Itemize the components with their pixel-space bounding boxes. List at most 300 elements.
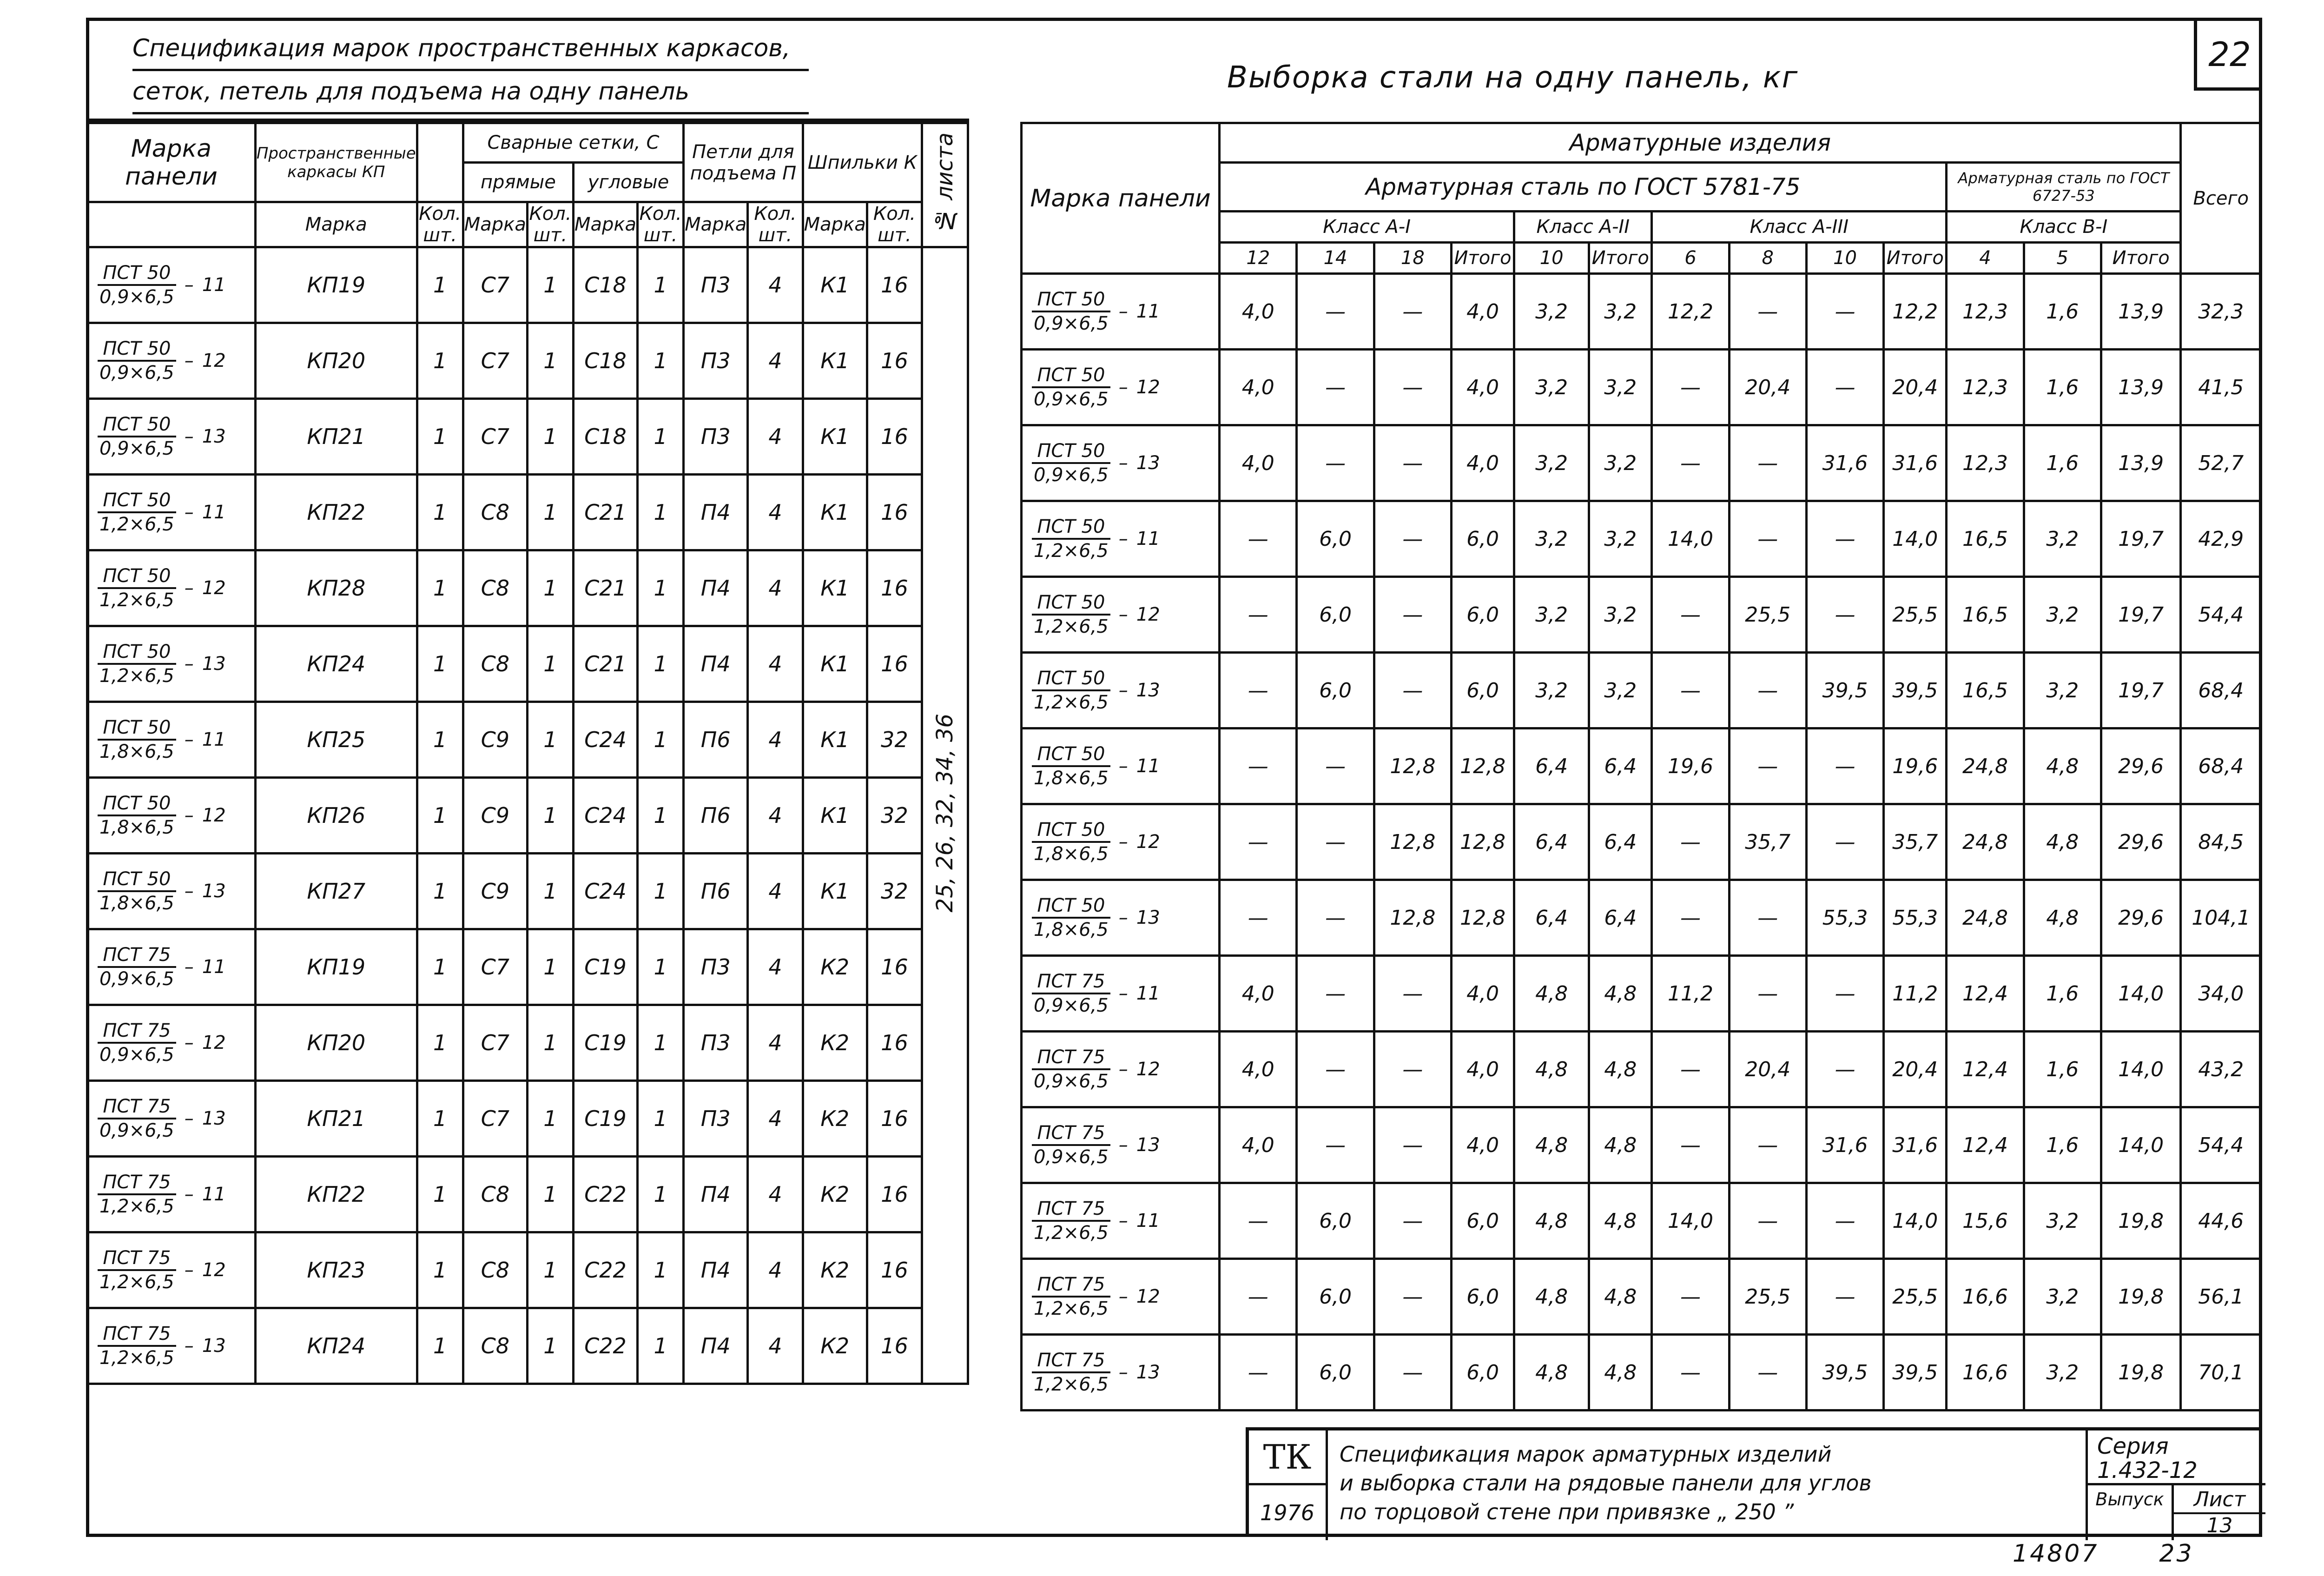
steel-value-cell: 14,0 xyxy=(1652,1183,1729,1259)
cell-kp: КП23 xyxy=(255,1232,417,1308)
table-row xyxy=(1022,1259,2261,1335)
steel-value-cell: 6,0 xyxy=(1452,1183,1514,1259)
cell-c2: С21 xyxy=(573,475,637,550)
panel-mark-fraction xyxy=(1032,591,1110,638)
cell-k: К2 xyxy=(803,1005,867,1081)
cell-pn: 4 xyxy=(748,626,803,702)
cell-kp: КП19 xyxy=(255,929,417,1005)
steel-value-cell: 3,2 xyxy=(2024,653,2101,728)
panel-mark-fraction xyxy=(98,262,176,308)
panel-mark-suffix: 11 xyxy=(1136,983,1160,1004)
cell-p: П3 xyxy=(684,1081,748,1157)
cell-kn: 16 xyxy=(867,1232,922,1308)
steel-value-cell: 42,9 xyxy=(2181,501,2261,577)
panel-mark-suffix: 13 xyxy=(202,1335,226,1357)
panel-mark-dash: – xyxy=(1118,680,1128,701)
steel-value-cell: — xyxy=(1729,274,1806,350)
steel-value-cell: 12,3 xyxy=(1947,425,2024,501)
panel-mark-size: 0,9×6,5 xyxy=(99,438,174,459)
steel-value-cell: — xyxy=(1729,425,1806,501)
steel-value-cell: — xyxy=(1806,1259,1883,1335)
table-row xyxy=(87,550,968,626)
cell-c1: С7 xyxy=(463,323,527,399)
cell-p: П3 xyxy=(684,323,748,399)
steel-value-cell: 70,1 xyxy=(2181,1335,2261,1410)
cell-c1: С7 xyxy=(463,247,527,323)
steel-value-cell: 4,8 xyxy=(1589,1183,1652,1259)
sheet-refs xyxy=(922,247,968,1384)
cell-c2n: 1 xyxy=(638,1308,684,1384)
steel-value-cell: — xyxy=(1220,1259,1297,1335)
panel-mark-fraction xyxy=(98,1171,176,1218)
steel-value-cell: 1,6 xyxy=(2024,350,2101,425)
steel-value-cell: 25,5 xyxy=(1729,1259,1806,1335)
steel-value-cell: — xyxy=(1806,1183,1883,1259)
cell-kpn: 1 xyxy=(417,702,463,778)
panel-mark-size: 1,2×6,5 xyxy=(99,665,174,687)
steel-value-cell: 68,4 xyxy=(2181,653,2261,728)
cell-k: К2 xyxy=(803,1308,867,1384)
table-row xyxy=(1022,425,2261,501)
steel-value-cell: 4,0 xyxy=(1220,425,1297,501)
stamp-sheet xyxy=(2174,1485,2265,1540)
panel-mark-size: 0,9×6,5 xyxy=(99,286,174,308)
panel-mark-size: 1,8×6,5 xyxy=(1034,919,1109,940)
panel-mark-dash: – xyxy=(1118,1059,1128,1080)
steel-value-cell: 12,4 xyxy=(1947,956,2024,1032)
panel-mark-fraction xyxy=(98,1020,176,1066)
r-d14: 14 xyxy=(1297,243,1374,274)
panel-mark-size: 1,2×6,5 xyxy=(1034,692,1109,713)
cell-c1n: 1 xyxy=(527,778,573,854)
sheet-label: Лист xyxy=(2193,1488,2246,1511)
cell-k: К1 xyxy=(803,475,867,550)
r-a2-header: Класс А-II xyxy=(1514,212,1652,243)
steel-value-cell: 14,0 xyxy=(1884,1183,1947,1259)
panel-mark-fraction xyxy=(98,489,176,536)
steel-value-cell: 13,9 xyxy=(2101,274,2180,350)
panel-mark-suffix: 12 xyxy=(202,577,226,599)
steel-value-cell: 20,4 xyxy=(1884,350,1947,425)
steel-value-cell: 4,0 xyxy=(1452,1107,1514,1183)
table-row xyxy=(87,399,968,475)
table-row xyxy=(1022,1032,2261,1107)
cell-c2: С24 xyxy=(573,702,637,778)
panel-mark-suffix: 13 xyxy=(202,653,226,675)
steel-value-cell: 3,2 xyxy=(1514,350,1589,425)
panel-mark-dash: – xyxy=(1118,528,1128,550)
panel-mark-suffix: 11 xyxy=(202,1184,226,1205)
stamp-desc-line2: и выборка стали на рядовые панели для углов xyxy=(1340,1470,1872,1496)
cell-c1n: 1 xyxy=(527,1308,573,1384)
panel-mark-fraction xyxy=(1032,516,1110,562)
panel-mark-size: 0,9×6,5 xyxy=(1034,464,1109,486)
panel-mark-dash: – xyxy=(184,577,194,599)
panel-mark-dash: – xyxy=(1118,907,1128,928)
cell-p: П4 xyxy=(684,626,748,702)
cell-pn: 4 xyxy=(748,1081,803,1157)
steel-value-cell: 4,0 xyxy=(1452,350,1514,425)
steel-value-cell: — xyxy=(1297,880,1374,956)
r-d10a: 10 xyxy=(1514,243,1589,274)
footer-numbers xyxy=(2013,1540,2254,1568)
panel-mark-fraction xyxy=(1032,1349,1110,1396)
panel-mark-dash: – xyxy=(1118,1134,1128,1156)
steel-value-cell: — xyxy=(1374,425,1451,501)
cell-kn: 16 xyxy=(867,1308,922,1384)
cell-kpn: 1 xyxy=(417,399,463,475)
cell-kpn: 1 xyxy=(417,854,463,929)
cell-c2n: 1 xyxy=(638,1005,684,1081)
panel-mark-fraction xyxy=(1032,288,1110,335)
steel-value-cell: 39,5 xyxy=(1806,1335,1883,1410)
steel-value-cell: — xyxy=(1652,1335,1729,1410)
panel-mark-suffix: 11 xyxy=(1136,528,1160,550)
steel-value-cell: 3,2 xyxy=(1589,274,1652,350)
cell-kn: 16 xyxy=(867,1081,922,1157)
steel-value-cell: — xyxy=(1220,880,1297,956)
table-empty-row xyxy=(87,1384,968,1385)
steel-value-cell: 4,0 xyxy=(1220,956,1297,1032)
cell-c2: С19 xyxy=(573,929,637,1005)
panel-mark xyxy=(87,626,256,702)
steel-value-cell: 3,2 xyxy=(1514,653,1589,728)
panel-mark xyxy=(87,475,256,550)
cell-c1: С9 xyxy=(463,778,527,854)
cell-p: П3 xyxy=(684,247,748,323)
cell-c2n: 1 xyxy=(638,626,684,702)
panel-mark-fraction xyxy=(98,792,176,839)
stamp-series xyxy=(2086,1430,2265,1485)
steel-value-cell: 24,8 xyxy=(1947,804,2024,880)
panel-mark-dash: – xyxy=(1118,1362,1128,1383)
steel-value-cell: 31,6 xyxy=(1806,1107,1883,1183)
panel-mark xyxy=(87,323,256,399)
steel-value-cell: — xyxy=(1220,728,1297,804)
cell-kp: КП28 xyxy=(255,550,417,626)
panel-mark-fraction xyxy=(98,565,176,611)
steel-value-cell: 12,8 xyxy=(1374,728,1451,804)
steel-value-cell: — xyxy=(1220,1335,1297,1410)
panel-mark-dash: – xyxy=(1118,1286,1128,1307)
cell-kpn: 1 xyxy=(417,1081,463,1157)
cell-c1: С8 xyxy=(463,626,527,702)
cell-c2: С19 xyxy=(573,1005,637,1081)
steel-value-cell: 6,0 xyxy=(1297,577,1374,653)
steel-value-cell: 31,6 xyxy=(1884,1107,1947,1183)
panel-mark-size: 0,9×6,5 xyxy=(99,968,174,990)
cell-p: П3 xyxy=(684,399,748,475)
panel-mark-type: ПСТ 50 xyxy=(98,262,176,286)
cell-p: П6 xyxy=(684,702,748,778)
panel-mark xyxy=(1022,1259,1220,1335)
cell-k: К1 xyxy=(803,626,867,702)
panel-mark xyxy=(87,702,256,778)
col-p-mark: Марка xyxy=(684,202,748,247)
series-label: Серия xyxy=(2097,1433,2169,1459)
cell-pn: 4 xyxy=(748,1232,803,1308)
steel-value-cell: 19,6 xyxy=(1884,728,1947,804)
table-row xyxy=(87,1081,968,1157)
steel-value-cell: 6,0 xyxy=(1297,1259,1374,1335)
steel-value-cell: — xyxy=(1806,577,1883,653)
stamp-desc-line1: Спецификация марок арматурных изделий xyxy=(1340,1442,1832,1467)
series-value: 1.432-12 xyxy=(2097,1457,2198,1483)
panel-mark-suffix: 13 xyxy=(202,881,226,902)
table-row xyxy=(87,1232,968,1308)
r-col-mark-header: Марка панели xyxy=(1022,123,1220,274)
steel-value-cell: 6,0 xyxy=(1297,1335,1374,1410)
r-d6: 6 xyxy=(1652,243,1729,274)
cell-c1n: 1 xyxy=(527,702,573,778)
steel-value-cell: — xyxy=(1374,1259,1451,1335)
steel-value-cell: 4,8 xyxy=(1514,1335,1589,1410)
cell-kn: 16 xyxy=(867,247,922,323)
stamp-desc-line3: по торцовой стене при привязке „ 250 ” xyxy=(1340,1499,1794,1524)
steel-value-cell: 39,5 xyxy=(1806,653,1883,728)
panel-mark-fraction xyxy=(1032,970,1110,1017)
steel-value-cell: 4,0 xyxy=(1220,274,1297,350)
cell-kpn: 1 xyxy=(417,626,463,702)
panel-mark-size: 1,2×6,5 xyxy=(1034,1222,1109,1244)
panel-mark-suffix: 11 xyxy=(1136,755,1160,777)
panel-mark-type: ПСТ 50 xyxy=(1032,819,1110,843)
steel-value-cell: 4,0 xyxy=(1220,1107,1297,1183)
panel-mark-suffix: 12 xyxy=(1136,1286,1160,1307)
steel-value-cell: 11,2 xyxy=(1652,956,1729,1032)
col-mark-header: Марка панели xyxy=(87,123,256,202)
table-row xyxy=(1022,350,2261,425)
steel-value-cell: — xyxy=(1297,728,1374,804)
steel-value-cell: — xyxy=(1806,804,1883,880)
cell-c1n: 1 xyxy=(527,550,573,626)
steel-value-cell: 12,3 xyxy=(1947,350,2024,425)
panel-mark xyxy=(1022,577,1220,653)
cell-c1n: 1 xyxy=(527,323,573,399)
steel-value-cell: — xyxy=(1729,880,1806,956)
cell-kp: КП22 xyxy=(255,1157,417,1232)
steel-value-cell: 3,2 xyxy=(2024,1335,2101,1410)
cell-pn: 4 xyxy=(748,399,803,475)
steel-value-cell: 25,5 xyxy=(1884,1259,1947,1335)
steel-value-cell: — xyxy=(1374,350,1451,425)
panel-mark-dash: – xyxy=(184,274,194,296)
panel-mark-type: ПСТ 75 xyxy=(98,1020,176,1044)
steel-value-cell: — xyxy=(1374,274,1451,350)
panel-mark-suffix: 13 xyxy=(202,426,226,447)
cell-c2n: 1 xyxy=(638,475,684,550)
panel-mark-suffix: 13 xyxy=(1136,452,1160,474)
cell-pn: 4 xyxy=(748,247,803,323)
steel-value-cell: 4,8 xyxy=(1514,1183,1589,1259)
steel-value-cell: — xyxy=(1374,653,1451,728)
steel-value-cell: — xyxy=(1652,653,1729,728)
cell-kpn: 1 xyxy=(417,778,463,854)
col-frames-header: Пространственные каркасы КП xyxy=(255,123,417,202)
tk-label: ТК xyxy=(1249,1430,1328,1485)
col-angular-header: угловые xyxy=(573,163,683,202)
panel-mark-suffix: 12 xyxy=(202,805,226,826)
panel-mark-suffix: 12 xyxy=(1136,1059,1160,1080)
steel-value-cell: 3,2 xyxy=(2024,1259,2101,1335)
steel-value-cell: 19,7 xyxy=(2101,501,2180,577)
cell-c1n: 1 xyxy=(527,1157,573,1232)
cell-c2: С22 xyxy=(573,1232,637,1308)
cell-p: П4 xyxy=(684,550,748,626)
left-title-line2: сеток, петель для подъема на одну панель xyxy=(132,71,809,114)
panel-mark xyxy=(1022,653,1220,728)
cell-kp: КП21 xyxy=(255,399,417,475)
cell-kp: КП25 xyxy=(255,702,417,778)
footer-code: 14807 xyxy=(2013,1540,2099,1568)
steel-value-cell: 1,6 xyxy=(2024,956,2101,1032)
panel-mark xyxy=(87,1081,256,1157)
panel-mark-dash: – xyxy=(1118,452,1128,474)
steel-value-cell: — xyxy=(1729,1183,1806,1259)
panel-mark-dash: – xyxy=(184,426,194,447)
panel-mark-type: ПСТ 75 xyxy=(1032,1198,1110,1222)
steel-value-cell: 6,0 xyxy=(1297,1183,1374,1259)
col-k-count: Кол. шт. xyxy=(867,202,922,247)
table-row xyxy=(1022,501,2261,577)
cell-p: П3 xyxy=(684,1005,748,1081)
steel-value-cell: 12,2 xyxy=(1884,274,1947,350)
panel-mark-type: ПСТ 50 xyxy=(98,792,176,816)
panel-mark-type: ПСТ 75 xyxy=(98,944,176,968)
cell-c2n: 1 xyxy=(638,1232,684,1308)
title-block xyxy=(1246,1427,2262,1537)
panel-mark-suffix: 12 xyxy=(202,1259,226,1281)
col-kp-count: Кол. шт. xyxy=(417,202,463,247)
panel-mark-type: ПСТ 50 xyxy=(98,413,176,437)
left-title-rule xyxy=(86,119,969,122)
table-row xyxy=(87,778,968,854)
panel-mark xyxy=(1022,274,1220,350)
panel-mark xyxy=(1022,501,1220,577)
panel-mark-type: ПСТ 75 xyxy=(1032,1349,1110,1373)
steel-value-cell: — xyxy=(1806,350,1883,425)
steel-value-cell: 6,0 xyxy=(1452,653,1514,728)
panel-mark-dash: – xyxy=(184,1335,194,1357)
cell-kp: КП22 xyxy=(255,475,417,550)
cell-c1: С8 xyxy=(463,1308,527,1384)
steel-value-cell: 20,4 xyxy=(1729,1032,1806,1107)
steel-value-cell: 4,0 xyxy=(1452,274,1514,350)
r-a3-header: Класс А-III xyxy=(1652,212,1947,243)
panel-mark-fraction xyxy=(98,716,176,763)
panel-mark-size: 0,9×6,5 xyxy=(99,1120,174,1141)
panel-mark-fraction xyxy=(98,1095,176,1142)
panel-mark-fraction xyxy=(1032,894,1110,941)
cell-c2n: 1 xyxy=(638,929,684,1005)
steel-value-cell: 35,7 xyxy=(1729,804,1806,880)
panel-mark-fraction xyxy=(98,641,176,687)
panel-mark-suffix: 13 xyxy=(1136,907,1160,928)
cell-c2n: 1 xyxy=(638,247,684,323)
panel-mark xyxy=(87,854,256,929)
cell-k: К1 xyxy=(803,854,867,929)
cell-p: П4 xyxy=(684,475,748,550)
panel-mark-dash: – xyxy=(184,502,194,523)
steel-value-cell: 3,2 xyxy=(1514,274,1589,350)
panel-mark-dash: – xyxy=(1118,301,1128,322)
steel-value-cell: 41,5 xyxy=(2181,350,2261,425)
cell-c1n: 1 xyxy=(527,854,573,929)
col-sheet-header: № листа xyxy=(922,123,968,247)
steel-value-cell: 1,6 xyxy=(2024,425,2101,501)
steel-value-cell: — xyxy=(1729,653,1806,728)
cell-k: К1 xyxy=(803,702,867,778)
steel-value-cell: — xyxy=(1297,1032,1374,1107)
steel-value-cell: 11,2 xyxy=(1884,956,1947,1032)
panel-mark xyxy=(87,1232,256,1308)
col-pins-header: Шпильки К xyxy=(803,123,922,202)
cell-c1: С9 xyxy=(463,702,527,778)
cell-c2n: 1 xyxy=(638,1157,684,1232)
r-b1-total: Итого xyxy=(2101,243,2180,274)
steel-value-cell: 35,7 xyxy=(1884,804,1947,880)
steel-value-cell: 12,2 xyxy=(1652,274,1729,350)
panel-mark-type: ПСТ 50 xyxy=(98,489,176,513)
steel-value-cell: 4,8 xyxy=(1514,1259,1589,1335)
panel-mark xyxy=(1022,425,1220,501)
steel-value-cell: 20,4 xyxy=(1884,1032,1947,1107)
steel-value-cell: 6,4 xyxy=(1589,880,1652,956)
panel-mark-fraction xyxy=(98,868,176,914)
steel-value-cell: 29,6 xyxy=(2101,728,2180,804)
steel-value-cell: 6,4 xyxy=(1589,728,1652,804)
panel-mark-suffix: 11 xyxy=(1136,301,1160,322)
steel-value-cell: 29,6 xyxy=(2101,880,2180,956)
panel-mark-dash: – xyxy=(184,729,194,750)
steel-value-cell: 16,6 xyxy=(1947,1335,2024,1410)
r-a2-total: Итого xyxy=(1589,243,1652,274)
panel-mark-size: 1,2×6,5 xyxy=(1034,540,1109,562)
cell-kpn: 1 xyxy=(417,550,463,626)
steel-value-cell: — xyxy=(1297,350,1374,425)
steel-value-cell: 55,3 xyxy=(1806,880,1883,956)
panel-mark-dash: – xyxy=(184,1184,194,1205)
cell-k: К2 xyxy=(803,929,867,1005)
cell-c1n: 1 xyxy=(527,475,573,550)
cell-p: П4 xyxy=(684,1308,748,1384)
steel-value-cell: 39,5 xyxy=(1884,1335,1947,1410)
cell-c2: С18 xyxy=(573,323,637,399)
cell-c1: С7 xyxy=(463,1005,527,1081)
steel-value-cell: 6,4 xyxy=(1514,804,1589,880)
cell-c2n: 1 xyxy=(638,323,684,399)
cell-pn: 4 xyxy=(748,475,803,550)
steel-value-cell: 29,6 xyxy=(2101,804,2180,880)
steel-value-cell: 4,0 xyxy=(1452,1032,1514,1107)
steel-value-cell: 52,7 xyxy=(2181,425,2261,501)
steel-value-cell: 14,0 xyxy=(2101,1107,2180,1183)
steel-value-cell: — xyxy=(1652,350,1729,425)
steel-value-cell: — xyxy=(1374,577,1451,653)
cell-pn: 4 xyxy=(748,1005,803,1081)
cell-kn: 32 xyxy=(867,702,922,778)
panel-mark-type: ПСТ 50 xyxy=(1032,516,1110,540)
panel-mark-dash: – xyxy=(1118,377,1128,398)
panel-mark-suffix: 11 xyxy=(202,729,226,750)
panel-mark-size: 1,2×6,5 xyxy=(99,1271,174,1293)
stamp-description xyxy=(1340,1440,2065,1526)
steel-value-cell: 12,8 xyxy=(1374,804,1451,880)
cell-kpn: 1 xyxy=(417,1005,463,1081)
steel-value-cell: 13,9 xyxy=(2101,350,2180,425)
cell-c1n: 1 xyxy=(527,399,573,475)
col-loops-header: Петли для подъема П xyxy=(684,123,803,202)
